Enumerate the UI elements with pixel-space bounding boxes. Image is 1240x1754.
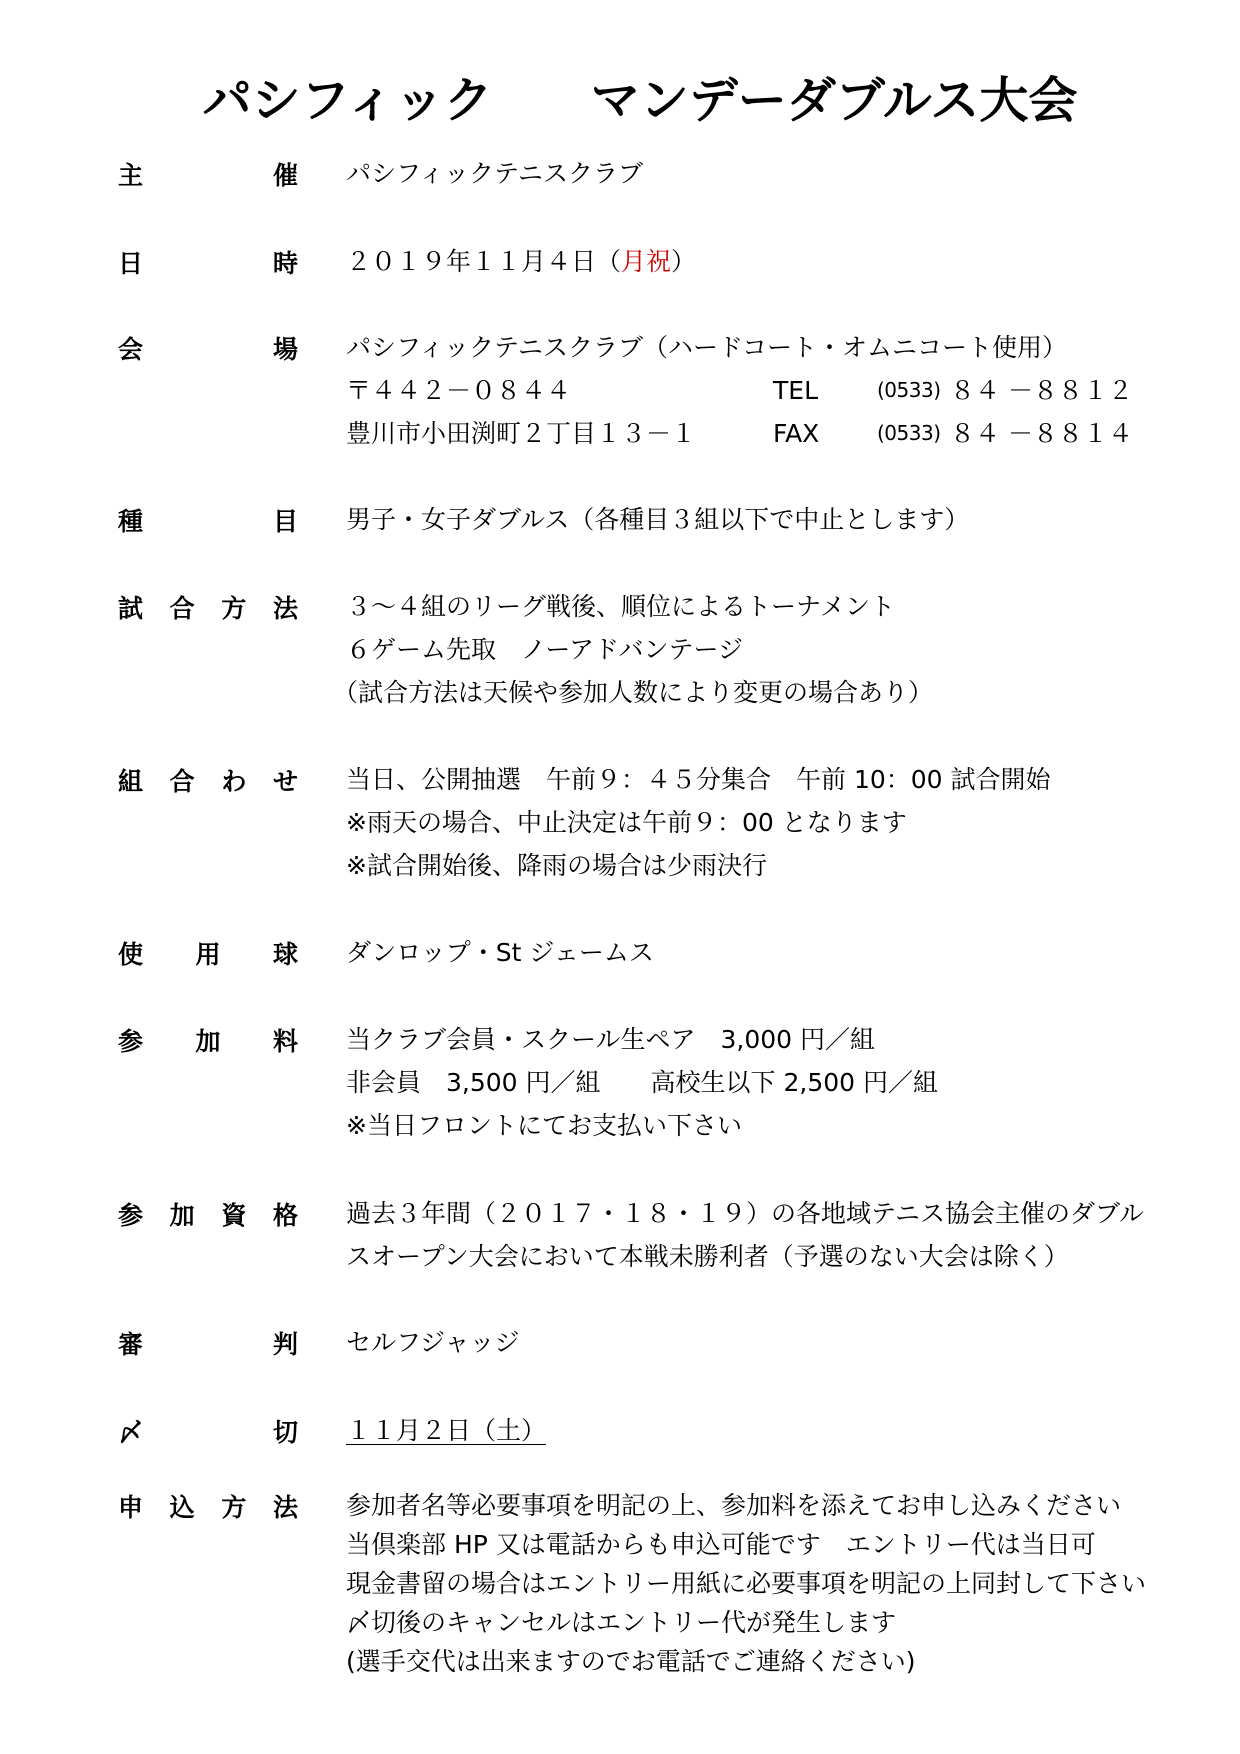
draw-line: 当日、公開抽選 午前９：４５分集合 午前 10：00 試合開始 (346, 765, 1051, 794)
address: 豊川市小田渕町２丁目１３－１ (346, 419, 697, 448)
label-char: 参 (118, 1026, 144, 1056)
label-char: 目 (272, 506, 298, 536)
umpire-value (346, 1321, 1216, 1364)
label-char: 会 (118, 334, 144, 364)
label-char: 用 (195, 939, 221, 969)
tel-number: ８４ －８８１２ (950, 376, 1133, 405)
organizer-value (346, 152, 1216, 195)
organizer-label (118, 152, 298, 195)
venue-label (118, 326, 298, 369)
postal-code: 〒４４２－０８４４ (346, 376, 572, 405)
application-line: 現金書留の場合はエントリー用紙に必要事項を明記の上同封して下さい (346, 1569, 1147, 1598)
label-char: 加 (195, 1026, 221, 1056)
datetime-label (118, 240, 298, 283)
holiday-mark: 月祝 (621, 247, 672, 276)
label-char: 種 (118, 506, 144, 536)
page-title: パシフィック マンデーダブルス大会 (202, 72, 1078, 129)
label-char: わ (221, 766, 247, 796)
eligibility-value (346, 1192, 1216, 1278)
date-text: ２０１９年１１月４日（ (346, 247, 622, 276)
application-line: 〆切後のキャンセルはエントリー代が発生します (346, 1608, 897, 1637)
venue-postal-line (346, 369, 1216, 412)
label-char: 使 (118, 939, 144, 969)
fee-label (118, 1018, 298, 1061)
eligibility-line: スオープン大会において本戦未勝利者（予選のない大会は除く） (346, 1242, 1069, 1271)
label-char: 組 (118, 766, 144, 796)
application-line: 当倶楽部 HP 又は電話からも申込可能です エントリー代は当日可 (346, 1530, 1096, 1559)
label-char: 催 (272, 160, 298, 190)
deadline-date: １１月２日（土） (346, 1416, 547, 1445)
draw-line: ※試合開始後、降雨の場合は少雨決行 (346, 851, 767, 880)
datetime-value (346, 240, 1216, 283)
events-label (118, 498, 298, 541)
application-line: 参加者名等必要事項を明記の上、参加料を添えてお申し込みください (346, 1491, 1122, 1520)
label-char: 方 (221, 1492, 247, 1522)
venue-name: パシフィックテニスクラブ（ハードコート・オムニコート使用） (346, 333, 1068, 362)
date-close-paren: ） (671, 247, 697, 276)
label-char: 資 (221, 1200, 247, 1230)
fee-line: 非会員 3,500 円／組 高校生以下 2,500 円／組 (346, 1068, 938, 1097)
label-char: 合 (169, 766, 195, 796)
tel-label: TEL (773, 376, 818, 405)
umpire-text: セルフジャッジ (346, 1328, 520, 1357)
deadline-line (346, 1409, 1216, 1452)
event-date (346, 240, 1216, 283)
deadline-value (346, 1409, 1216, 1452)
label-char: 合 (169, 593, 195, 623)
fax-label: FAX (773, 419, 820, 448)
label-char: 〆 (118, 1417, 144, 1447)
label-char: 時 (272, 248, 298, 278)
draw-line: ※雨天の場合、中止決定は午前９：00 となります (346, 808, 907, 837)
format-label (118, 585, 298, 628)
label-char: 球 (272, 939, 298, 969)
format-line: ３～４組のリーグ戦後、順位によるトーナメント (346, 592, 896, 621)
label-char: 法 (272, 1492, 298, 1522)
venue-address-line (346, 412, 1216, 455)
label-char: 審 (118, 1329, 144, 1359)
label-char: 料 (272, 1026, 298, 1056)
label-char: 申 (118, 1492, 144, 1522)
umpire-label (118, 1321, 298, 1364)
application-value (346, 1486, 1216, 1681)
balls-value (346, 931, 1216, 974)
label-char: 参 (118, 1200, 144, 1230)
fee-value (346, 1018, 1216, 1147)
draw-label (118, 758, 298, 801)
label-char: 法 (272, 593, 298, 623)
balls-label (118, 931, 298, 974)
format-line: ６ゲーム先取 ノーアドバンテージ (346, 635, 744, 664)
fax-area-code: (0533) (877, 421, 941, 445)
deadline-label (118, 1409, 298, 1452)
application-label (118, 1486, 298, 1525)
label-char: 加 (169, 1200, 195, 1230)
venue-value (346, 326, 1216, 455)
eligibility-line: 過去３年間（２０１７・１８・１９）の各地域テニス協会主催のダブル (346, 1199, 1145, 1228)
format-value (333, 585, 1216, 714)
label-char: 場 (272, 334, 298, 364)
format-note: （試合方法は天候や参加人数により変更の場合あり） (333, 678, 934, 707)
tel-area-code: (0533) (877, 378, 941, 402)
fax-number: ８４ －８８１４ (950, 419, 1133, 448)
application-line: (選手交代は出来ますのでお電話でご連絡ください) (346, 1647, 916, 1676)
fee-line: ※当日フロントにてお支払い下さい (346, 1111, 742, 1140)
label-char: 試 (118, 593, 144, 623)
balls-text: ダンロップ・St ジェームス (346, 938, 654, 967)
draw-value (346, 758, 1216, 887)
label-char: 切 (272, 1417, 298, 1447)
fee-line: 当クラブ会員・スクール生ペア 3,000 円／組 (346, 1025, 876, 1054)
label-char: 判 (272, 1329, 298, 1359)
events-value (346, 498, 1216, 541)
label-char: せ (272, 766, 298, 796)
label-char: 格 (272, 1200, 298, 1230)
eligibility-label (118, 1192, 298, 1235)
events-text: 男子・女子ダブルス（各種目３組以下で中止とします） (346, 505, 970, 534)
label-char: 主 (118, 160, 144, 190)
organizer-name: パシフィックテニスクラブ (346, 159, 644, 188)
label-char: 日 (118, 248, 144, 278)
label-char: 方 (221, 593, 247, 623)
label-char: 込 (169, 1492, 195, 1522)
